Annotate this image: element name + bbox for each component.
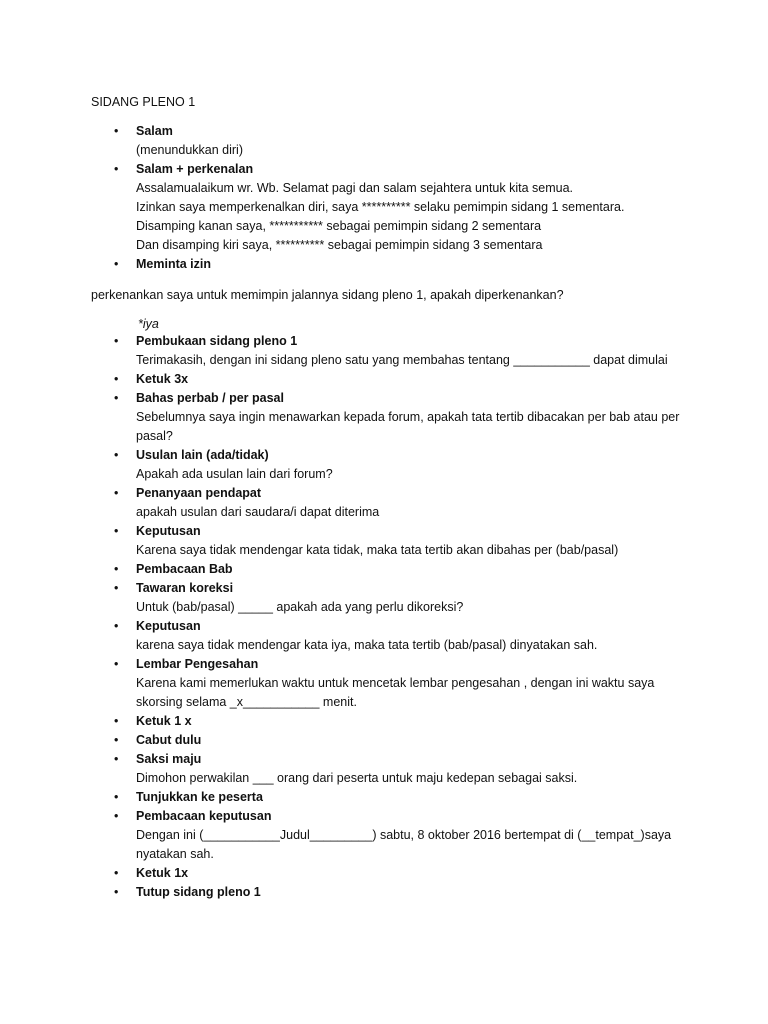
agenda-item-text: Izinkan saya memperkenalkan diri, saya ********** selaku pemimpin sidang 1 sementara. bbox=[136, 200, 625, 214]
agenda-item-text: Assalamualaikum wr. Wb. Selamat pagi dan salam sejahtera untuk kita semua. bbox=[136, 181, 574, 195]
bullet-icon: • bbox=[114, 866, 119, 880]
agenda-item-heading: Ketuk 1 x bbox=[136, 714, 192, 728]
bullet-icon: • bbox=[114, 448, 119, 462]
agenda-item-heading: Tunjukkan ke peserta bbox=[136, 790, 263, 804]
agenda-list-1 bbox=[0, 122, 768, 274]
bullet-icon: • bbox=[114, 562, 119, 576]
agenda-item-text: (menundukkan diri) bbox=[136, 143, 243, 157]
agenda-item-heading: Meminta izin bbox=[136, 257, 212, 271]
agenda-list-2 bbox=[0, 332, 768, 902]
agenda-item-heading: Keputusan bbox=[136, 619, 201, 633]
agenda-item bbox=[0, 160, 768, 255]
agenda-item bbox=[0, 255, 768, 274]
agenda-item-text: Disamping kanan saya, *********** sebagai pemimpin sidang 2 sementara bbox=[136, 219, 542, 233]
agenda-item-heading: Ketuk 1x bbox=[136, 866, 189, 880]
agenda-item bbox=[0, 522, 768, 560]
agenda-item-text: Untuk (bab/pasal) _____ apakah ada yang perlu dikoreksi? bbox=[136, 600, 464, 614]
agenda-item-heading: Tutup sidang pleno 1 bbox=[136, 885, 261, 899]
agenda-item-text: nyatakan sah. bbox=[136, 847, 214, 861]
agenda-item-heading: Pembacaan Bab bbox=[136, 562, 233, 576]
bullet-icon: • bbox=[114, 524, 119, 538]
bullet-icon: • bbox=[114, 162, 119, 176]
bullet-icon: • bbox=[114, 657, 119, 671]
agenda-item-text: apakah usulan dari saudara/i dapat diterima bbox=[136, 505, 380, 519]
document-title: SIDANG PLENO 1 bbox=[91, 95, 196, 109]
agenda-item bbox=[0, 864, 768, 883]
agenda-item-heading: Pembacaan keputusan bbox=[136, 809, 272, 823]
agenda-item-text: Terimakasih, dengan ini sidang pleno satu yang membahas tentang ___________ dapat dimulai bbox=[136, 353, 668, 367]
agenda-item bbox=[0, 883, 768, 902]
agenda-item bbox=[0, 484, 768, 522]
agenda-item-text: pasal? bbox=[136, 429, 173, 443]
bullet-icon: • bbox=[114, 257, 119, 271]
bullet-icon: • bbox=[114, 885, 119, 899]
agenda-item bbox=[0, 370, 768, 389]
agenda-item-heading: Salam bbox=[136, 124, 173, 138]
agenda-item bbox=[0, 332, 768, 370]
agenda-item bbox=[0, 560, 768, 579]
bullet-icon: • bbox=[114, 809, 119, 823]
agenda-item-heading: Cabut dulu bbox=[136, 733, 202, 747]
agenda-item bbox=[0, 731, 768, 750]
agenda-item-heading: Tawaran koreksi bbox=[136, 581, 234, 595]
agenda-item bbox=[0, 617, 768, 655]
agenda-item-text: Dan disamping kiri saya, ********** sebagai pemimpin sidang 3 sementara bbox=[136, 238, 543, 252]
agenda-item-text: skorsing selama _x___________ menit. bbox=[136, 695, 357, 709]
bullet-icon: • bbox=[114, 733, 119, 747]
agenda-item-heading: Penanyaan pendapat bbox=[136, 486, 262, 500]
agenda-item bbox=[0, 750, 768, 788]
agenda-item bbox=[0, 655, 768, 712]
agenda-item-heading: Pembukaan sidang pleno 1 bbox=[136, 334, 298, 348]
agenda-item-heading: Saksi maju bbox=[136, 752, 202, 766]
bullet-icon: • bbox=[114, 581, 119, 595]
bullet-icon: • bbox=[114, 372, 119, 386]
agenda-item bbox=[0, 712, 768, 731]
agenda-item-heading: Keputusan bbox=[136, 524, 201, 538]
bullet-icon: • bbox=[114, 124, 119, 138]
bullet-icon: • bbox=[114, 334, 119, 348]
agenda-item-text: karena saya tidak mendengar kata iya, maka tata tertib (bab/pasal) dinyatakan sah. bbox=[136, 638, 598, 652]
agenda-item bbox=[0, 579, 768, 617]
bullet-icon: • bbox=[114, 391, 119, 405]
agenda-item-text: Dengan ini (___________Judul_________) sabtu, 8 oktober 2016 bertempat di (__tempat_)saya bbox=[136, 828, 672, 842]
bullet-icon: • bbox=[114, 752, 119, 766]
agenda-item-heading: Usulan lain (ada/tidak) bbox=[136, 448, 269, 462]
bullet-icon: • bbox=[114, 790, 119, 804]
permission-paragraph: perkenankan saya untuk memimpin jalannya sidang pleno 1, apakah diperkenankan? bbox=[91, 288, 564, 302]
response-note: *iya bbox=[138, 317, 159, 331]
agenda-item-heading: Lembar Pengesahan bbox=[136, 657, 259, 671]
agenda-item bbox=[0, 807, 768, 864]
bullet-icon: • bbox=[114, 619, 119, 633]
bullet-icon: • bbox=[114, 714, 119, 728]
agenda-item-heading: Bahas perbab / per pasal bbox=[136, 391, 284, 405]
agenda-item-heading: Ketuk 3x bbox=[136, 372, 189, 386]
agenda-item bbox=[0, 788, 768, 807]
agenda-item-text: Apakah ada usulan lain dari forum? bbox=[136, 467, 333, 481]
agenda-item bbox=[0, 446, 768, 484]
agenda-item-text: Karena kami memerlukan waktu untuk mencetak lembar pengesahan , dengan ini waktu saya bbox=[136, 676, 655, 690]
agenda-item-heading: Salam + perkenalan bbox=[136, 162, 254, 176]
agenda-item bbox=[0, 389, 768, 446]
agenda-item bbox=[0, 122, 768, 160]
agenda-item-text: Dimohon perwakilan ___ orang dari peserta untuk maju kedepan sebagai saksi. bbox=[136, 771, 578, 785]
agenda-item-text: Sebelumnya saya ingin menawarkan kepada forum, apakah tata tertib dibacakan per bab atau per bbox=[136, 410, 680, 424]
agenda-item-text: Karena saya tidak mendengar kata tidak, maka tata tertib akan dibahas per (bab/pasal) bbox=[136, 543, 619, 557]
bullet-icon: • bbox=[114, 486, 119, 500]
